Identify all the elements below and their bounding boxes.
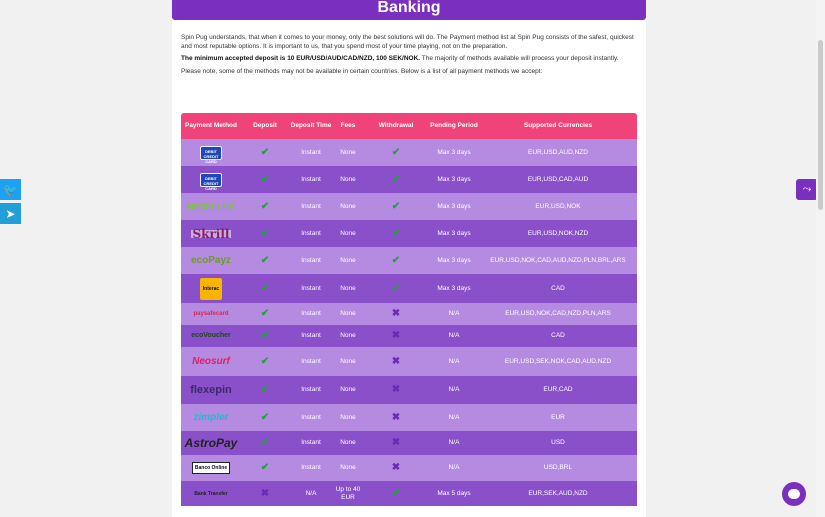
- fees-cell: None: [340, 284, 356, 292]
- fees-cell: None: [340, 413, 356, 421]
- payment-method-cell: [181, 193, 241, 220]
- withdrawal-cell: [363, 274, 429, 303]
- withdrawal-cell: [363, 220, 429, 247]
- table-row: [181, 347, 637, 376]
- header-withdrawal: Withdrawal: [378, 122, 414, 129]
- deposit-time-cell: Instant: [301, 229, 321, 237]
- cross-icon: ✖: [391, 355, 401, 367]
- header-fees: Fees: [340, 122, 356, 129]
- checkmark-icon: ✔: [391, 173, 401, 185]
- skrill-logo: Skrill: [192, 226, 230, 241]
- withdrawal-cell: [363, 193, 429, 220]
- deposit-cell: [241, 274, 289, 303]
- supported-currencies-cell: EUR,USD,AUD,NZD: [528, 148, 588, 156]
- deposit-cell: [241, 376, 289, 404]
- min-deposit-text: The minimum accepted deposit is 10 EUR/USD/AUD/CAD/NZD, 100 SEK/NOK.: [181, 55, 421, 63]
- pending-period-cell: Max 3 days: [437, 202, 471, 210]
- table-row: [181, 193, 637, 220]
- table-row: [181, 166, 637, 193]
- interac-logo: Interac: [200, 278, 222, 300]
- ecopayz-logo: ecoPayz: [190, 254, 232, 266]
- zimpler-logo: zimpler: [193, 411, 229, 423]
- checkmark-icon: ✔: [260, 308, 270, 319]
- deposit-cell: [241, 139, 289, 166]
- checkmark-icon: ✔: [260, 330, 270, 341]
- checkmark-icon: ✔: [260, 411, 270, 423]
- checkmark-icon: ✔: [260, 200, 270, 212]
- bank-transfer-logo: Bank Transfer: [194, 490, 228, 497]
- deposit-time-cell: Instant: [301, 310, 321, 317]
- fees-cell: None: [340, 357, 356, 365]
- cross-icon: ✖: [260, 487, 270, 499]
- payment-method-cell: [181, 481, 241, 506]
- deposit-time-cell: Instant: [301, 256, 321, 264]
- payment-method-cell: [181, 303, 241, 325]
- intro-paragraph-2-rest: The majority of methods available will process your deposit instantly.: [420, 55, 619, 63]
- checkmark-icon: ✔: [260, 173, 270, 185]
- checkmark-icon: ✔: [391, 227, 401, 239]
- cross-icon: ✖: [391, 437, 401, 448]
- supported-currencies-cell: EUR,USD,NOK,CAD,AUD,NZD,PLN,BRL,ARS: [490, 256, 626, 264]
- table-row: [181, 455, 637, 481]
- pending-period-cell: Max 3 days: [437, 175, 471, 183]
- withdrawal-cell: [363, 376, 429, 404]
- payment-method-cell: [181, 139, 241, 166]
- withdrawal-cell: [363, 455, 429, 481]
- table-row: [181, 139, 637, 166]
- ecovoucher-logo: ecoVoucher: [191, 332, 231, 339]
- checkmark-icon: ✔: [260, 282, 270, 294]
- telegram-icon: ➤: [5, 206, 16, 221]
- supported-currencies-cell: EUR,CAD: [543, 386, 573, 393]
- fees-cell: None: [340, 464, 356, 471]
- pending-period-cell: N/A: [448, 464, 460, 471]
- payment-methods-table: [181, 113, 637, 506]
- deposit-cell: [241, 455, 289, 481]
- twitter-share-button[interactable]: [0, 179, 21, 200]
- debit-card-logo: DEBIT CREDIT CARD: [200, 146, 222, 160]
- banco-online-logo: Banco Online: [192, 462, 230, 474]
- astropay-logo: AstroPay: [184, 436, 238, 450]
- withdrawal-cell: [363, 431, 429, 455]
- withdrawal-cell: [363, 247, 429, 274]
- pending-period-cell: N/A: [448, 357, 460, 365]
- checkmark-icon: ✔: [260, 227, 270, 239]
- checkmark-icon: ✔: [260, 462, 270, 473]
- supported-currencies-cell: EUR,USD,NOK: [535, 202, 581, 210]
- pending-period-cell: Max 3 days: [437, 256, 471, 264]
- payment-method-cell: [181, 166, 241, 193]
- checkmark-icon: ✔: [260, 355, 270, 367]
- supported-currencies-cell: EUR,USD,CAD,AUD: [527, 175, 589, 183]
- payment-method-cell: [181, 247, 241, 274]
- scrollbar[interactable]: [816, 0, 825, 517]
- cross-icon: ✖: [391, 330, 401, 341]
- neosurf-logo: Neosurf: [192, 355, 230, 367]
- fees-cell: Up to 40 EUR: [335, 485, 361, 501]
- scrollbar-thumb[interactable]: [818, 40, 823, 210]
- deposit-cell: [241, 247, 289, 274]
- checkmark-icon: ✔: [260, 146, 270, 158]
- fees-cell: None: [340, 148, 356, 156]
- fees-cell: None: [340, 202, 356, 210]
- table-row: [181, 220, 637, 247]
- pending-period-cell: N/A: [448, 439, 460, 446]
- fees-cell: None: [340, 310, 356, 317]
- share-icon: ⤳: [802, 183, 812, 195]
- payment-method-cell: [181, 274, 241, 303]
- table-row: [181, 404, 637, 431]
- pending-period-cell: N/A: [448, 386, 460, 393]
- share-button[interactable]: [796, 179, 818, 200]
- deposit-cell: [241, 220, 289, 247]
- cross-icon: ✖: [391, 411, 401, 423]
- payment-method-cell: [181, 404, 241, 431]
- table-header: [181, 113, 637, 139]
- checkmark-icon: ✔: [260, 437, 270, 448]
- pending-period-cell: Max 5 days: [437, 489, 471, 497]
- chat-icon: [788, 489, 800, 499]
- header-supported-currencies: Supported Currencies: [523, 122, 593, 129]
- pending-period-cell: N/A: [448, 332, 460, 339]
- deposit-time-cell: Instant: [301, 464, 321, 471]
- flexepin-logo: flexepin: [190, 384, 232, 396]
- deposit-cell: [241, 166, 289, 193]
- withdrawal-cell: [363, 347, 429, 376]
- cross-icon: ✖: [391, 308, 401, 319]
- checkmark-icon: ✔: [260, 384, 270, 395]
- debit-card-logo: DEBIT CREDIT CARD: [200, 173, 222, 187]
- pending-period-cell: N/A: [448, 413, 460, 421]
- deposit-time-cell: Instant: [301, 284, 321, 292]
- supported-currencies-cell: CAD: [551, 284, 565, 292]
- twitter-icon: 🐦: [3, 182, 18, 197]
- table-row: [181, 303, 637, 325]
- withdrawal-cell: [363, 139, 429, 166]
- header-pending-period: Pending Period: [430, 122, 478, 129]
- table-row: [181, 247, 637, 274]
- fees-cell: None: [340, 229, 356, 237]
- intro-text: [181, 34, 639, 81]
- deposit-time-cell: Instant: [301, 148, 321, 156]
- supported-currencies-cell: EUR: [551, 413, 565, 421]
- payment-method-cell: [181, 431, 241, 455]
- chat-button[interactable]: [782, 482, 806, 506]
- deposit-cell: [241, 193, 289, 220]
- supported-currencies-cell: EUR,USD,NOK,NZD: [527, 229, 589, 237]
- paysafecard-logo: paysafecard: [193, 311, 229, 317]
- deposit-cell: [241, 404, 289, 431]
- payment-method-cell: [181, 220, 241, 247]
- pending-period-cell: N/A: [448, 310, 460, 317]
- checkmark-icon: ✔: [260, 254, 270, 266]
- checkmark-icon: ✔: [391, 200, 401, 212]
- deposit-time-cell: Instant: [301, 386, 321, 393]
- deposit-time-cell: Instant: [301, 175, 321, 183]
- withdrawal-cell: [363, 325, 429, 347]
- deposit-time-cell: Instant: [301, 202, 321, 210]
- checkmark-icon: ✔: [391, 282, 401, 294]
- deposit-time-cell: Instant: [301, 332, 321, 339]
- pending-period-cell: Max 3 days: [437, 229, 471, 237]
- payment-method-cell: [181, 347, 241, 376]
- withdrawal-cell: [363, 404, 429, 431]
- deposit-time-cell: Instant: [301, 413, 321, 421]
- supported-currencies-cell: EUR,USD,SEK,NOK,CAD,AUD,NZD: [504, 357, 612, 365]
- neteller-logo: NETELLER: [187, 201, 235, 212]
- payment-method-cell: [181, 376, 241, 404]
- supported-currencies-cell: EUR,USD,NOK,CAD,NZD,PLN,ARS: [505, 310, 611, 317]
- fees-cell: None: [340, 386, 356, 393]
- checkmark-icon: ✔: [391, 254, 401, 266]
- cross-icon: ✖: [391, 462, 401, 473]
- withdrawal-cell: [363, 166, 429, 193]
- deposit-cell: [241, 303, 289, 325]
- fees-cell: None: [340, 332, 356, 339]
- supported-currencies-cell: CAD: [551, 332, 565, 339]
- deposit-time-cell: Instant: [301, 357, 321, 365]
- checkmark-icon: ✔: [391, 487, 401, 499]
- deposit-cell: [241, 431, 289, 455]
- supported-currencies-cell: USD,BRL: [543, 464, 573, 471]
- pending-period-cell: Max 3 days: [437, 148, 471, 156]
- fees-cell: None: [340, 439, 356, 446]
- deposit-cell: [241, 325, 289, 347]
- payment-method-cell: [181, 325, 241, 347]
- cross-icon: ✖: [391, 384, 401, 395]
- supported-currencies-cell: EUR,SEK,AUD,NZD: [528, 489, 588, 497]
- header-payment-method: Payment Method: [184, 122, 237, 129]
- table-row: [181, 376, 637, 404]
- payment-method-cell: [181, 455, 241, 481]
- intro-paragraph-1: Spin Pug understands, that when it comes to your money, only the best solutions will do. The Payment method list at Spin Pug consists of the safest, quickest and most reputable options. It is important to us, that you spend most of your time playing, not on the preparation.: [181, 34, 634, 50]
- deposit-time-cell: Instant: [301, 439, 321, 446]
- telegram-share-button[interactable]: [0, 203, 21, 224]
- checkmark-icon: ✔: [391, 146, 401, 158]
- header-deposit-time: Deposit Time: [290, 122, 332, 129]
- table-row: [181, 325, 637, 347]
- withdrawal-cell: [363, 481, 429, 506]
- page-title: Banking: [172, 0, 646, 20]
- fees-cell: None: [340, 256, 356, 264]
- deposit-cell: [241, 347, 289, 376]
- withdrawal-cell: [363, 303, 429, 325]
- table-row: [181, 274, 637, 303]
- table-row: [181, 481, 637, 506]
- supported-currencies-cell: USD: [551, 439, 565, 446]
- intro-paragraph-2: [181, 55, 639, 64]
- deposit-time-cell: N/A: [305, 489, 317, 497]
- pending-period-cell: Max 3 days: [437, 284, 471, 292]
- intro-paragraph-3: Please note, some of the methods may not be available in certain countries. Below is a list of all payment methods we accept:: [181, 68, 543, 76]
- table-body: [181, 139, 637, 506]
- fees-cell: None: [340, 175, 356, 183]
- header-deposit: Deposit: [253, 122, 277, 129]
- deposit-cell: [241, 481, 289, 506]
- table-row: [181, 431, 637, 455]
